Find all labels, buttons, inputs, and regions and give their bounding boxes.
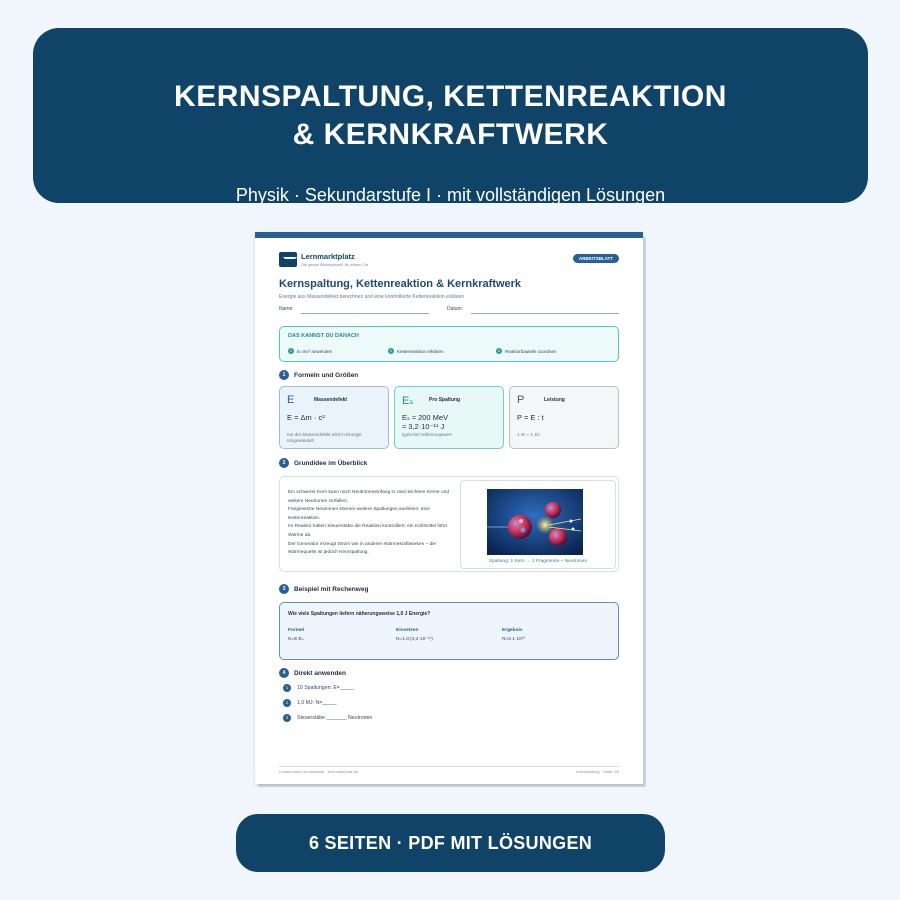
example-column-head: Ergebnis (502, 628, 523, 633)
overview-box (279, 476, 619, 572)
section-number: 3 (279, 584, 289, 594)
goal-item (388, 348, 444, 354)
overview-paragraph: Ein schwerer Kern kann nach Neutroneneinfang in zwei leichtere Kerne und weitere Neutronen zerfallen. (288, 490, 450, 504)
example-column-head: Formel (288, 628, 304, 633)
date-line (471, 313, 619, 314)
formula-symbol: E (287, 394, 295, 406)
formula-card-pro-spaltung (394, 386, 504, 449)
name-label: Name: (279, 306, 294, 312)
section-title: Formeln und Größen (294, 371, 359, 379)
section-number: 2 (279, 458, 289, 468)
learning-goals-box (279, 326, 619, 362)
brand-tagline: Die ganze Bildungswelt. An einem Ort. (301, 262, 370, 267)
example-column-head: Einsetzen (396, 628, 419, 633)
task-text: 1,0 MJ: N=_____ (297, 700, 337, 706)
banner-title (33, 78, 868, 154)
section-heading (279, 584, 368, 594)
formula-text: P = E : t (517, 413, 544, 422)
title-banner (33, 28, 868, 203)
formula-card-title: Pro Spaltung (429, 397, 461, 403)
section-title: Direkt anwenden (294, 669, 347, 677)
example-column (396, 628, 433, 642)
goal-text: Kettenreaktion erklären (397, 348, 444, 354)
overview-paragraph: Der Generator erzeugt Strom wie in anderen Wärmekraftwerken – die Wärmequelle ist jedoch Kernspaltung. (288, 541, 436, 556)
task-text: Steuerstäbe _______ Neutronen (297, 715, 373, 721)
figure-caption: Spaltung: 1 Kern → 2 Fragmente + Neutronen (488, 559, 588, 564)
goal-item (288, 348, 332, 354)
goal-number: 3 (496, 348, 502, 354)
section-title: Beispiel mit Rechenweg (294, 585, 369, 593)
task-number: 1 (283, 684, 291, 692)
section-heading (279, 458, 367, 468)
formula-card-title: Leistung (544, 397, 565, 403)
overview-paragraph: Im Reaktor halten Steuerstäbe die Reaktion kontrolliert; ein Kühlmittel führt Wärme ab. (288, 524, 447, 538)
formula-text: Eₛ ≈ 200 MeV ≈ 3,2·10⁻¹¹ J (402, 413, 449, 431)
task-text: 10 Spaltungen: E=_____ (297, 685, 355, 691)
goal-text: Reaktorbauteile zuordnen (505, 348, 557, 354)
goal-number: 2 (388, 348, 394, 354)
overview-text (288, 489, 458, 558)
formula-card-leistung (509, 386, 619, 449)
footer-divider (279, 766, 619, 767)
formula-note: nur der Massendefekt wird in Energie umgewandelt (287, 432, 362, 443)
worksheet-badge: ARBEITSBLATT (573, 254, 619, 263)
banner-title-line2: & KERNKRAFTWERK (292, 118, 609, 151)
brand-name: Lernmarktplatz (301, 252, 355, 261)
example-question: Wie viele Spaltungen liefern näherungsweise 1,0 J Energie? (288, 611, 431, 617)
formula-symbol: Eₛ (402, 395, 414, 407)
formula-card-title: Massendefekt (314, 397, 348, 403)
task-number: 2 (283, 699, 291, 707)
formula-symbol: P (517, 394, 525, 406)
example-column (288, 628, 304, 642)
fission-illustration (487, 489, 583, 555)
section-title: Grundidee im Überblick (294, 459, 368, 467)
formula-text: E = Δm · c² (287, 413, 325, 422)
banner-subtitle: Physik · Sekundarstufe I · mit vollständigen Lösungen (235, 185, 666, 205)
fission-figure (460, 480, 616, 569)
task-item (283, 684, 354, 692)
date-label: Datum: (447, 306, 464, 312)
goal-item (496, 348, 557, 354)
worked-example-box (279, 602, 619, 660)
goal-text: E=mc² anwenden (297, 348, 333, 354)
section-number: 4 (279, 668, 289, 678)
example-column (502, 628, 525, 642)
page-count-banner: 6 SEITEN · PDF MIT LÖSUNGEN (236, 814, 665, 872)
task-item (283, 714, 372, 722)
brand-logo-icon (279, 252, 297, 267)
example-column-value: N≈3,1·10¹⁰ (502, 637, 526, 642)
goal-number: 1 (288, 348, 294, 354)
section-number: 1 (279, 370, 289, 380)
formula-card-massendefekt (279, 386, 389, 449)
worksheet-preview (255, 232, 643, 784)
worksheet-subtitle: Energie aus Massendefekt berechnen und eine kontrollierte Kettenreaktion erklären (279, 294, 465, 300)
formula-note: typischer Näherungswert (402, 432, 452, 437)
task-number: 3 (283, 714, 291, 722)
task-item (283, 699, 337, 707)
overview-paragraph: Freigesetzte Neutronen können weitere Spaltungen auslösen: eine Kettenreaktion. (288, 507, 430, 521)
banner-title-line1: KERNSPALTUNG, KETTENREAKTION (174, 80, 727, 113)
goals-title: DAS KANNST DU DANACH (288, 333, 359, 339)
section-heading (279, 370, 358, 380)
footer-left: Kostenloses Lernmaterial · lernmarktplatz.de (279, 769, 359, 774)
footer-right: Kernspaltung · Seite 1/6 (576, 769, 619, 774)
example-column-value: N=E:Eₛ (288, 637, 304, 642)
name-line (301, 313, 429, 314)
section-heading (279, 668, 346, 678)
example-column-value: N=1,0:(3,2·10⁻¹¹) (396, 637, 433, 642)
worksheet-title: Kernspaltung, Kettenreaktion & Kernkraftwerk (279, 278, 522, 290)
formula-note: 1 W = 1 J/s (517, 432, 540, 437)
